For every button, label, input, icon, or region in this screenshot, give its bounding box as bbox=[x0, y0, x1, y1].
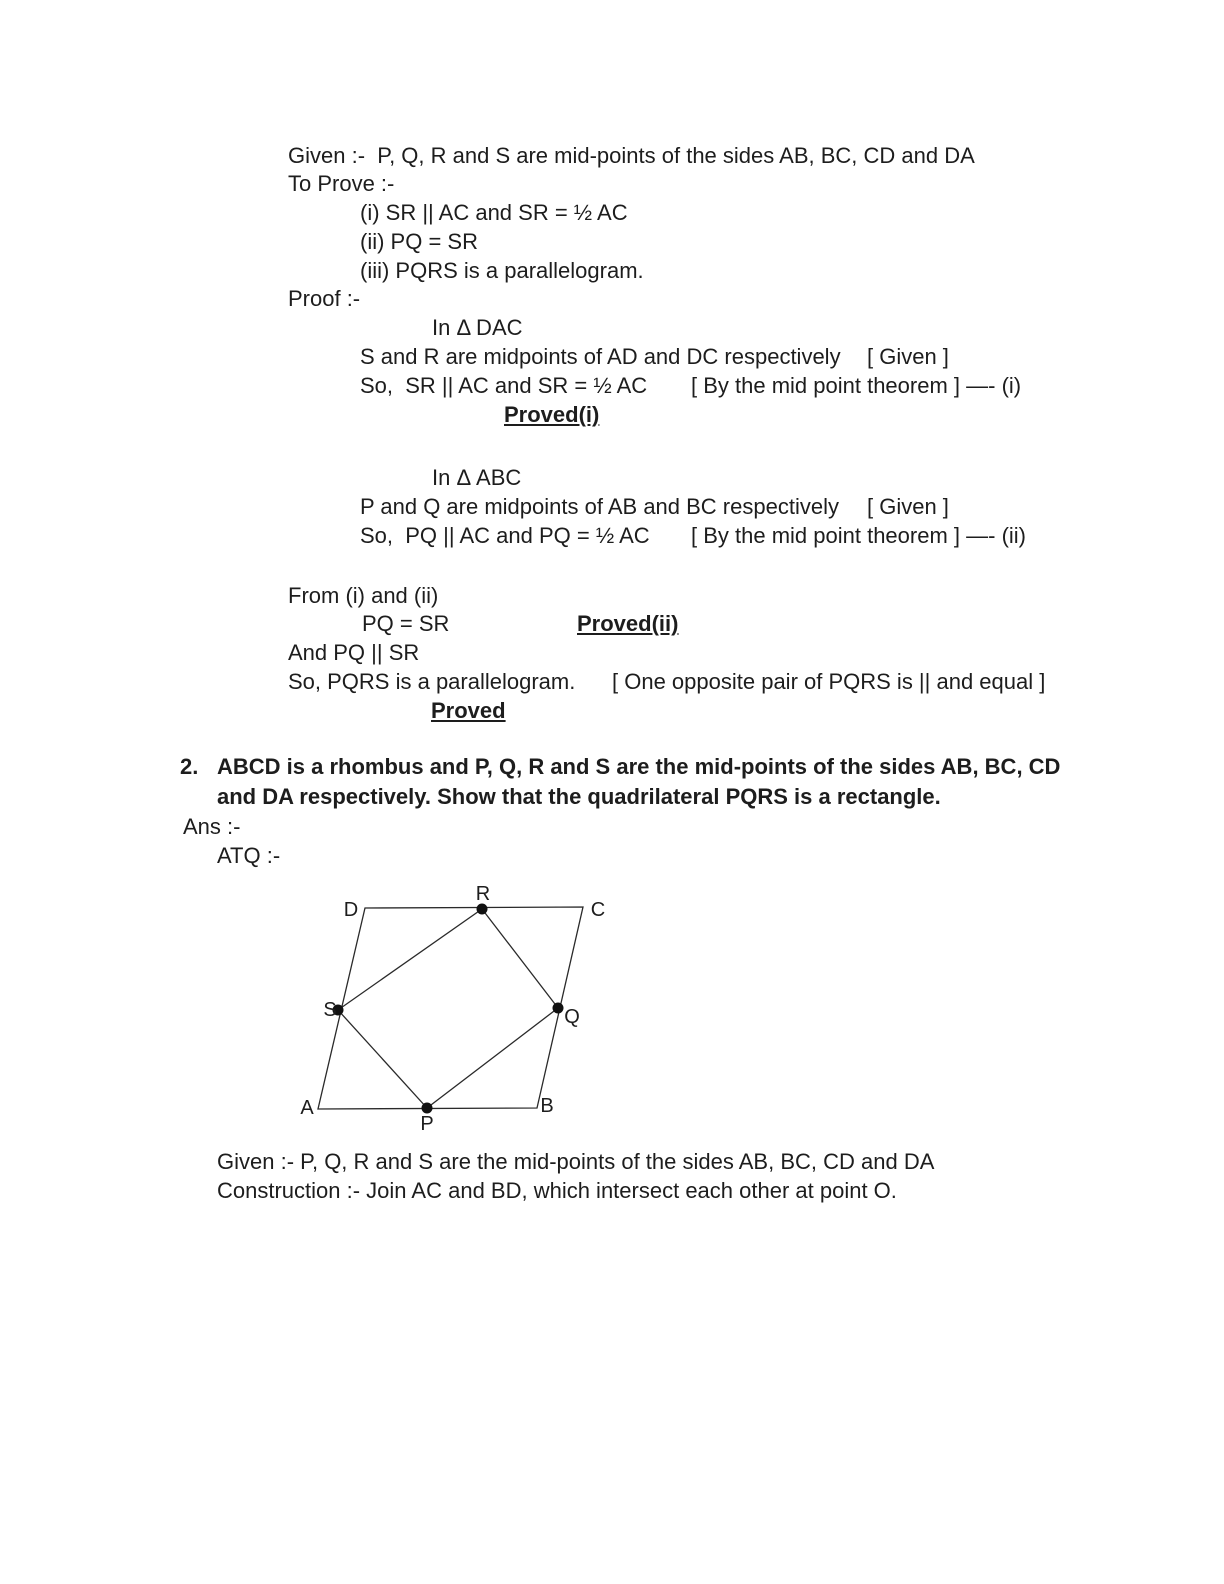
question2-number: 2. bbox=[180, 754, 199, 779]
diagram-point-dot-p bbox=[422, 1103, 433, 1114]
to-prove-label: To Prove :- bbox=[288, 171, 395, 196]
question2-given-line: Given :- P, Q, R and S are the mid-points of the sides AB, BC, CD and DA bbox=[217, 1149, 935, 1174]
prove-item-i: (i) SR || AC and SR = ½ AC bbox=[360, 200, 628, 225]
diagram-midpoint-s-label: S bbox=[323, 999, 337, 1021]
diagram-midpoint-p-label: P bbox=[420, 1113, 434, 1135]
question2-text-line2: and DA respectively. Show that the quadrilateral PQRS is a rectangle. bbox=[217, 784, 941, 809]
diagram-inner-quadrilateral bbox=[338, 909, 558, 1108]
answer-label: Ans :- bbox=[183, 814, 241, 839]
triangle-dac-heading: In Δ DAC bbox=[432, 315, 523, 340]
conclusion-statement: So, PQRS is a parallelogram. bbox=[288, 669, 576, 694]
dac-given-ref: [ Given ] bbox=[867, 344, 949, 369]
diagram-parallelogram-outline bbox=[318, 907, 583, 1109]
atq-label: ATQ :- bbox=[217, 843, 281, 868]
proved-label: Proved bbox=[431, 698, 506, 723]
question2-construction-line: Construction :- Join AC and BD, which intersect each other at point O. bbox=[217, 1178, 897, 1203]
rhombus-diagram bbox=[270, 865, 620, 1135]
proved-ii-label: Proved(ii) bbox=[577, 611, 679, 636]
diagram-vertex-a-label: A bbox=[300, 1097, 314, 1119]
diagram-point-dot-r bbox=[477, 904, 488, 915]
from-i-ii-line: From (i) and (ii) bbox=[288, 583, 439, 608]
diagram-vertex-b-label: B bbox=[540, 1095, 554, 1117]
abc-given-ref: [ Given ] bbox=[867, 494, 949, 519]
dac-result-line: So, SR || AC and SR = ½ AC bbox=[360, 373, 648, 398]
triangle-abc-heading: In Δ ABC bbox=[432, 465, 522, 490]
proved-i-label: Proved(i) bbox=[504, 402, 600, 427]
conclusion-reason: [ One opposite pair of PQRS is || and equal ] bbox=[612, 669, 1046, 694]
diagram-midpoint-r-label: R bbox=[475, 883, 491, 905]
abc-theorem-ref: [ By the mid point theorem ] —- (ii) bbox=[691, 523, 1026, 548]
diagram-vertex-c-label: C bbox=[590, 899, 606, 921]
proof-label: Proof :- bbox=[288, 286, 361, 311]
question2-text-line1: ABCD is a rhombus and P, Q, R and S are the mid-points of the sides AB, BC, CD bbox=[217, 754, 1061, 779]
prove-item-iii: (iii) PQRS is a parallelogram. bbox=[360, 258, 644, 283]
pq-equals-sr-line: PQ = SR bbox=[362, 611, 450, 636]
prove-item-ii: (ii) PQ = SR bbox=[360, 229, 478, 254]
given-statement-line: Given :- P, Q, R and S are mid-points of the sides AB, BC, CD and DA bbox=[288, 143, 975, 168]
abc-result-line: So, PQ || AC and PQ = ½ AC bbox=[360, 523, 650, 548]
dac-midpoint-statement: S and R are midpoints of AD and DC respectively bbox=[360, 344, 841, 369]
abc-midpoint-statement: P and Q are midpoints of AB and BC respectively bbox=[360, 494, 839, 519]
diagram-midpoint-q-label: Q bbox=[564, 1006, 580, 1028]
and-pq-parallel-sr-line: And PQ || SR bbox=[288, 640, 420, 665]
diagram-vertex-d-label: D bbox=[343, 899, 359, 921]
dac-theorem-ref: [ By the mid point theorem ] —- (i) bbox=[691, 373, 1022, 398]
diagram-point-dot-q bbox=[553, 1003, 564, 1014]
